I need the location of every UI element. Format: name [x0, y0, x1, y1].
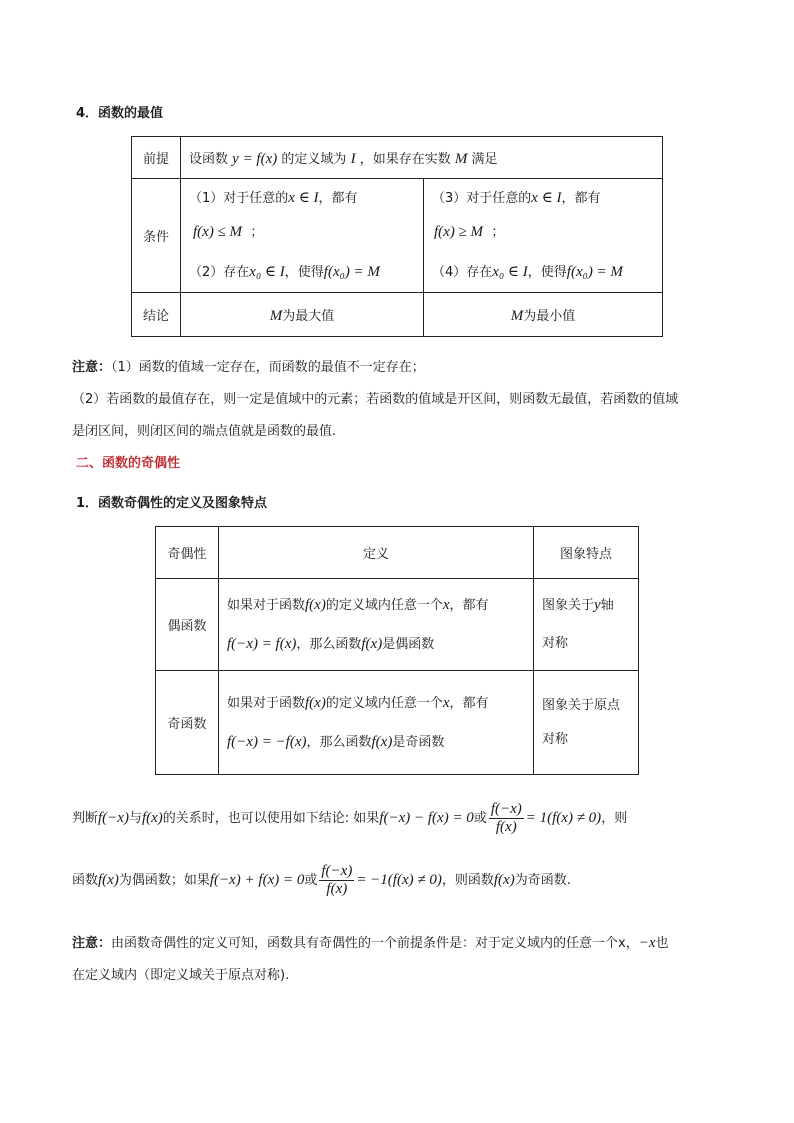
- parity-note-math: −x: [638, 935, 656, 951]
- odd-def1-mid: 的定义域内任意一个: [325, 695, 443, 711]
- header-graph: 图象特点: [534, 527, 639, 579]
- c2-mid: ，使得: [284, 265, 324, 280]
- conclusion-label: 结论: [132, 293, 181, 337]
- odd-graph-line1: 图象关于原点: [542, 697, 621, 713]
- even-graph-line2: 对称: [542, 636, 569, 651]
- c4-pre: （4）存在: [432, 265, 493, 280]
- judge-l1-frac-den: f(x): [495, 819, 517, 835]
- premise-end: 满足: [471, 151, 498, 167]
- condition-2: [189, 261, 380, 281]
- premise-mid: 的定义域为: [281, 151, 347, 167]
- even-graph-pre: 图象关于: [542, 598, 595, 613]
- parity-note-2: 在定义域内（即定义域关于原点对称).: [72, 968, 290, 983]
- condition-3-formula: [434, 221, 504, 241]
- even-def-line2: [227, 625, 525, 664]
- header-definition: 定义: [219, 527, 534, 579]
- condition-4: [432, 261, 623, 281]
- premise-math-m: M: [454, 150, 468, 167]
- even-def1-x: x: [442, 596, 450, 613]
- premise-label: 前提: [132, 137, 181, 179]
- conclusion-row: [132, 293, 663, 337]
- even-def2-post: 是偶函数: [382, 636, 435, 652]
- even-graph-math: y: [594, 597, 601, 613]
- max-conditions-cell: [181, 179, 424, 293]
- judge-l1-m4: = 1(f(x) ≠ 0): [525, 810, 602, 826]
- judge-l2-m4: f(x): [493, 872, 515, 888]
- judge-l2-t2: 或: [304, 873, 318, 888]
- judge-l2-m1: f(x): [98, 872, 119, 888]
- even-label: 偶函数: [156, 579, 219, 671]
- odd-definition: [219, 671, 534, 775]
- c4-mid: ，使得: [527, 265, 567, 280]
- even-row: [156, 579, 639, 671]
- note-1-text: （1）函数的值域一定存在，而函数的最值不一定存在；: [111, 360, 425, 375]
- judge-l1-m3: f(−x) − f(x) = 0: [379, 810, 474, 826]
- c2-math: x₀ ∈ I: [249, 264, 285, 280]
- parity-table: [155, 526, 639, 775]
- premise-math-domain: I: [350, 150, 356, 167]
- c4-math: x₀ ∈ I: [492, 264, 528, 280]
- judge-l1-frac-num: f(−x): [490, 801, 522, 817]
- even-graph-line1: [542, 586, 630, 625]
- header-parity: 奇偶性: [156, 527, 219, 579]
- judge-l2-t3: ，则函数: [441, 873, 494, 888]
- note-3: 是闭区间，则闭区间的端点值就是函数的最值.: [72, 424, 337, 439]
- note-2: （2）若函数的最值存在，则一定是值域中的元素；若函数的值域是开区间，则函数无最值，若函数的值域: [72, 392, 679, 407]
- c1-post: ，都有: [318, 191, 358, 206]
- judge-l2-frac-den: f(x): [326, 881, 348, 897]
- odd-def-line2: [227, 723, 525, 762]
- even-definition: [219, 579, 534, 671]
- judge-l2-frac-num: f(−x): [321, 863, 353, 879]
- c1-pre: （1）对于任意的: [189, 191, 289, 206]
- even-def-line1: [227, 586, 525, 625]
- judge-line-2: [72, 862, 571, 899]
- even-def2-math2: f(x): [361, 635, 383, 652]
- premise-math-function: y = f(x): [232, 150, 278, 167]
- c1-math: x ∈ I: [288, 190, 319, 206]
- c3-post: ，都有: [561, 191, 601, 206]
- conclusion-max-math: M: [269, 307, 283, 324]
- judge-l2-m3: = −1(f(x) ≠ 0): [356, 872, 442, 888]
- condition-1: [189, 187, 358, 207]
- odd-def1-pre: 如果对于函数: [227, 695, 306, 711]
- part-title-parity: 二、函数的奇偶性: [76, 456, 181, 471]
- even-def2-math: f(−x) = f(x): [227, 635, 297, 652]
- conclusion-min-math: M: [510, 307, 524, 324]
- even-def1-mid: 的定义域内任意一个: [325, 597, 443, 613]
- even-def1-post: ，都有: [449, 597, 489, 613]
- c4-formula: f(x₀) = M: [566, 264, 623, 280]
- section-title-extrema: 4．函数的最值: [76, 106, 164, 121]
- conclusion-min-text: 为最小值: [523, 308, 576, 324]
- conclusion-max: [181, 293, 424, 337]
- parity-note-label: 注意：: [72, 936, 112, 951]
- judge-l1-t4: ，则: [601, 811, 628, 826]
- parity-note-post: 也: [655, 936, 669, 951]
- even-graph-post: 轴: [600, 598, 614, 613]
- judge-l1-pre: 判断: [72, 811, 99, 826]
- c3-end: ；: [491, 225, 505, 240]
- odd-def2-math2: f(x): [371, 733, 393, 750]
- judge-l1-t2: 的关系时，也可以使用如下结论: 如果: [162, 811, 380, 826]
- odd-def-line1: [227, 684, 525, 723]
- premise-pre: 设函数: [189, 151, 229, 167]
- c3-pre: （3）对于任意的: [432, 191, 532, 206]
- judge-l1-t3: 或: [473, 811, 487, 826]
- odd-label: 奇函数: [156, 671, 219, 775]
- even-def1-math: f(x): [305, 596, 326, 613]
- premise-row: [132, 137, 663, 179]
- parity-note-pre: 由函数奇偶性的定义可知，函数具有奇偶性的一个前提条件是：对于定义域内的任意一个x，: [111, 936, 639, 951]
- parity-header-row: [156, 527, 639, 579]
- premise-text: [181, 137, 663, 179]
- odd-def1-post: ，都有: [449, 695, 489, 711]
- even-def1-pre: 如果对于函数: [227, 597, 306, 613]
- condition-1-formula: [193, 221, 263, 241]
- judge-l2-m2: f(−x) + f(x) = 0: [209, 872, 305, 888]
- min-conditions-cell: [424, 179, 663, 293]
- condition-row: [132, 179, 663, 293]
- subsection-title-parity: 1．函数奇偶性的定义及图象特点: [76, 496, 268, 511]
- note-label: 注意：: [72, 360, 112, 375]
- conclusion-min: [424, 293, 663, 337]
- condition-label: 条件: [132, 179, 181, 293]
- judge-l1-m1: f(−x): [98, 810, 129, 826]
- judge-l1-m2: f(x): [141, 810, 163, 826]
- odd-graph: [534, 671, 639, 775]
- conclusion-max-text: 为最大值: [282, 308, 335, 324]
- c2-formula: f(x₀) = M: [323, 264, 380, 280]
- premise-post: ，如果存在实数: [359, 151, 451, 167]
- judge-l2-fraction: [319, 863, 354, 898]
- c1-formula: f(x) ≤ M: [193, 224, 243, 240]
- note-1: [72, 356, 425, 375]
- extrema-table: [131, 136, 663, 337]
- odd-def2-mid: ，那么函数: [306, 734, 372, 750]
- even-graph: [534, 579, 639, 671]
- c3-formula: f(x) ≥ M: [434, 224, 484, 240]
- judge-l2-t1: 为偶函数；如果: [118, 873, 210, 888]
- odd-def1-math: f(x): [305, 694, 326, 711]
- even-def2-mid: ，那么函数: [296, 636, 362, 652]
- c3-math: x ∈ I: [531, 190, 562, 206]
- parity-note-1: [72, 932, 669, 952]
- judge-l1-t1: 与: [128, 811, 142, 826]
- judge-l1-fraction: [489, 801, 524, 836]
- condition-3: [432, 187, 601, 207]
- odd-def1-x: x: [442, 694, 450, 711]
- odd-row: [156, 671, 639, 775]
- c1-end: ；: [250, 225, 264, 240]
- c2-pre: （2）存在: [189, 265, 250, 280]
- judge-line-1: [72, 800, 627, 837]
- odd-graph-line2: 对称: [542, 731, 569, 747]
- odd-def2-math: f(−x) = −f(x): [227, 733, 307, 750]
- odd-def2-post: 是奇函数: [392, 734, 445, 750]
- judge-l2-t4: 为奇函数.: [514, 873, 571, 888]
- judge-l2-pre: 函数: [72, 873, 99, 888]
